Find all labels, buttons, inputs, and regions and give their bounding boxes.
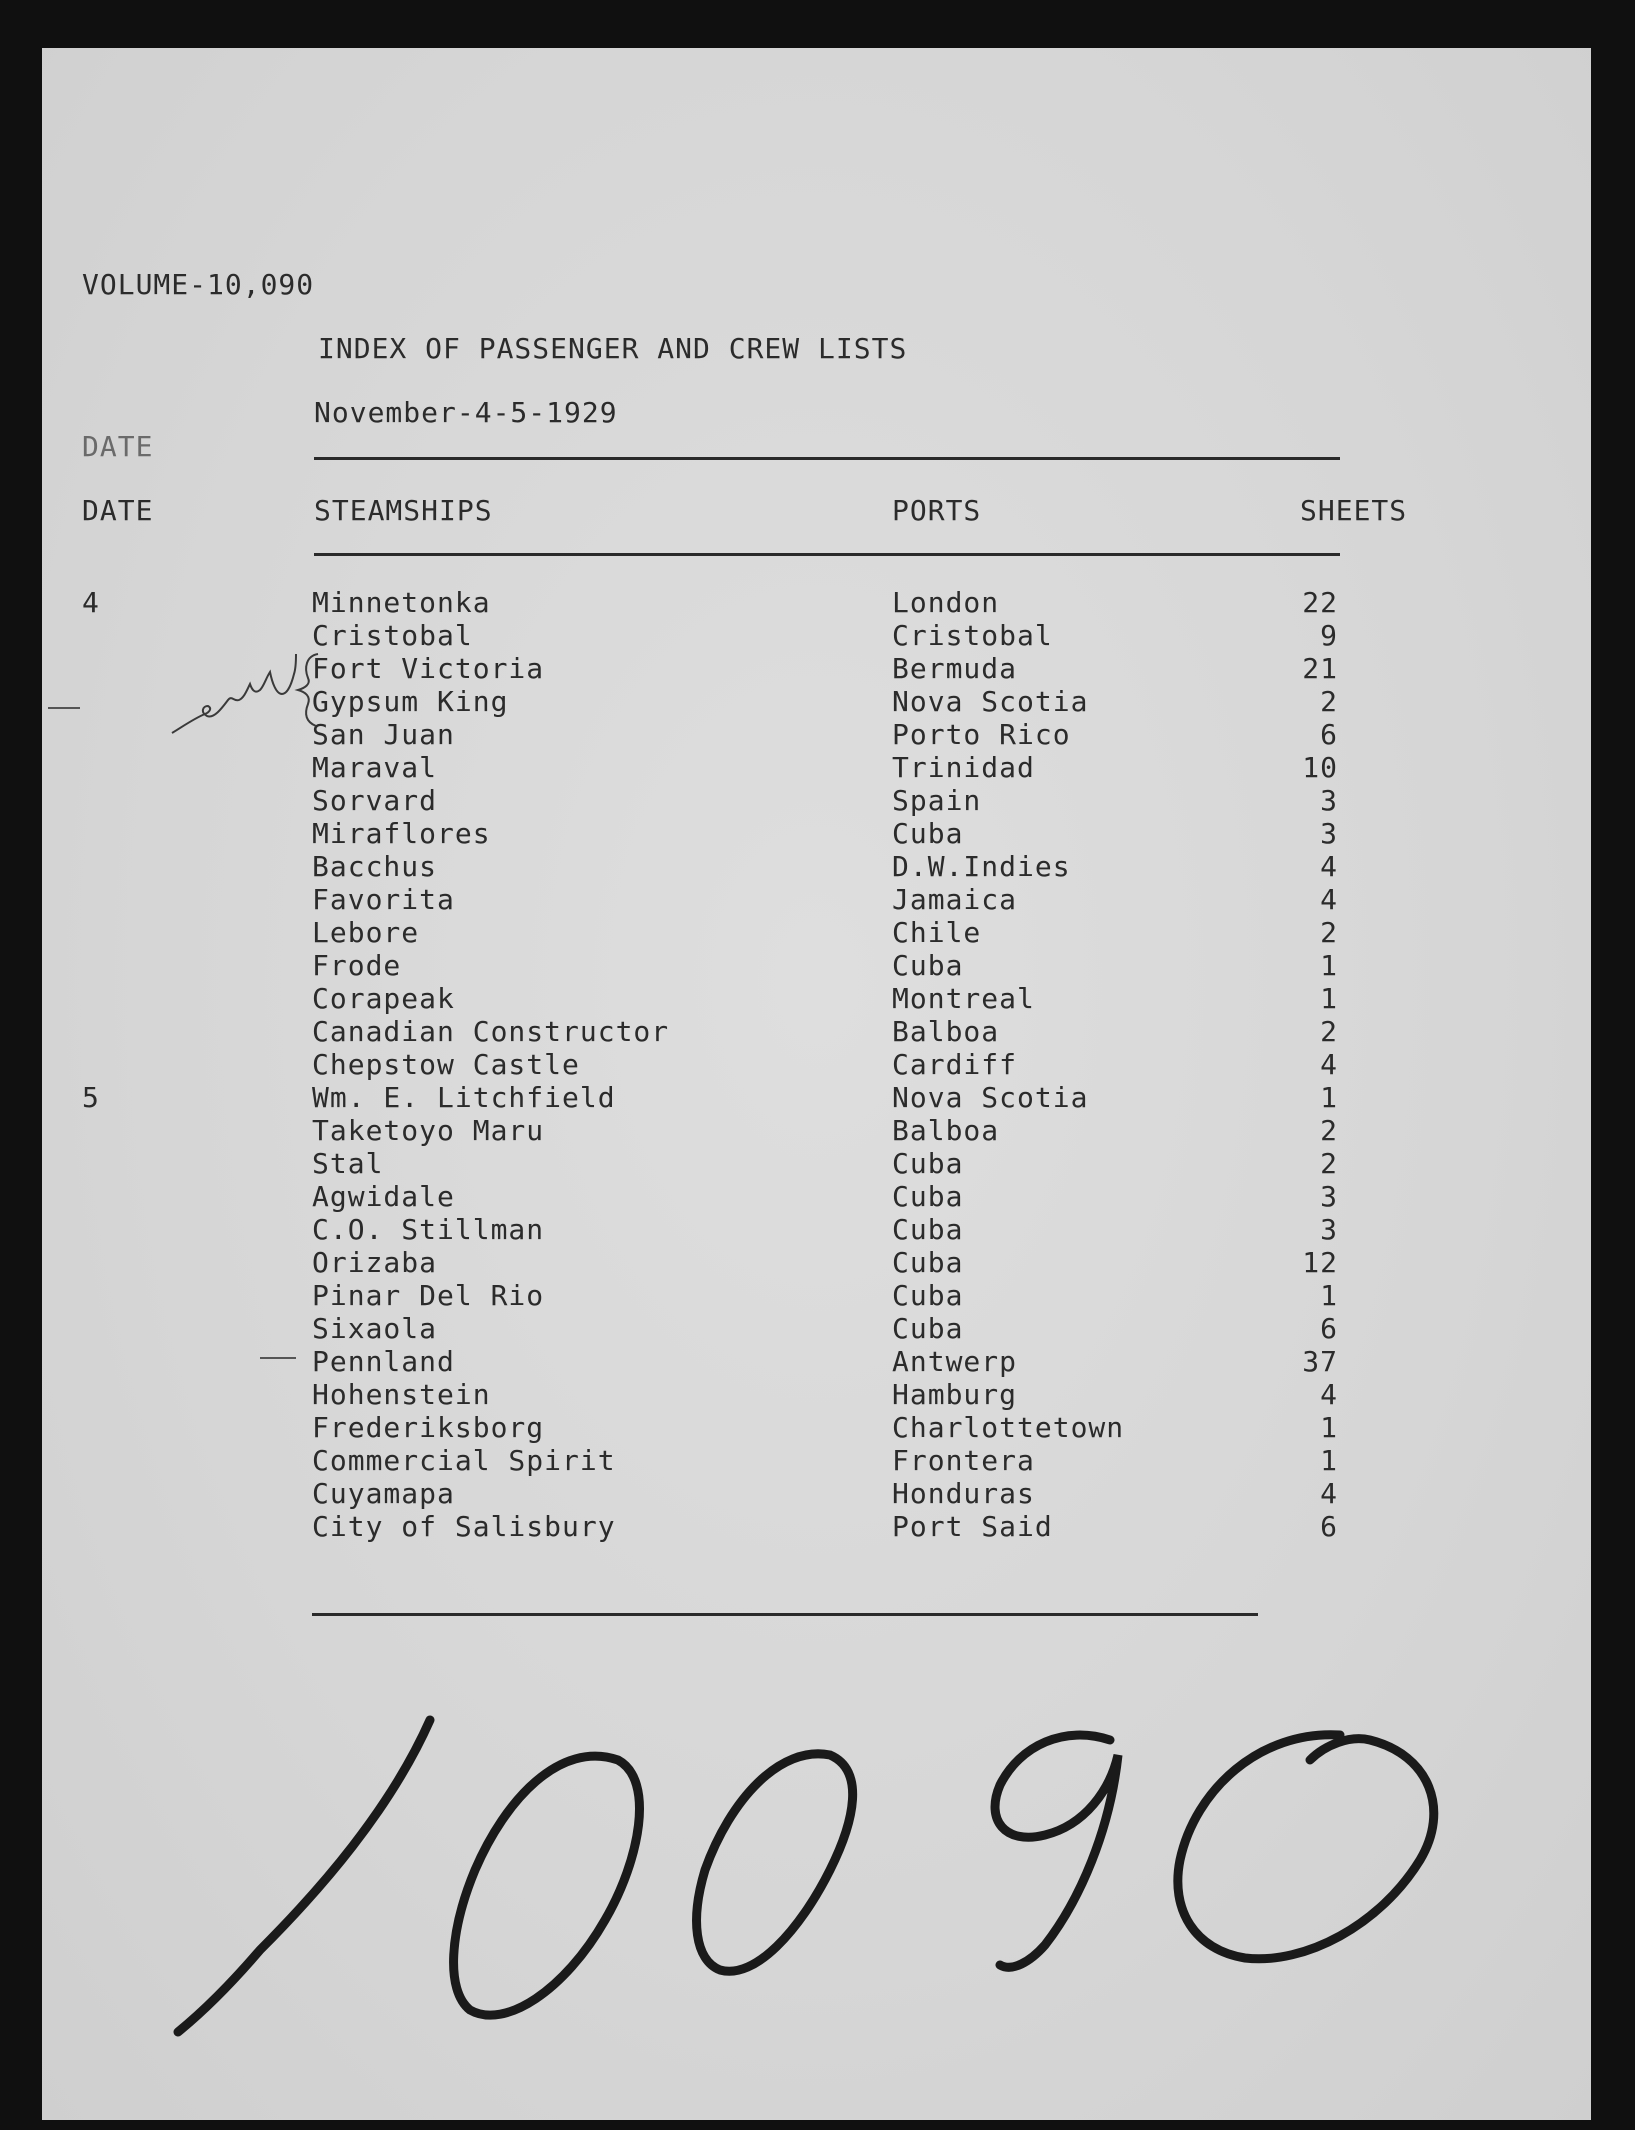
row-port: Honduras bbox=[892, 1477, 1035, 1510]
row-sheets: 2 bbox=[1320, 1114, 1338, 1147]
row-sheets: 4 bbox=[1320, 1048, 1338, 1081]
row-sheets: 3 bbox=[1320, 817, 1338, 850]
row-sheets: 9 bbox=[1320, 619, 1338, 652]
row-port: Spain bbox=[892, 784, 982, 817]
row-steamship: Cristobal bbox=[312, 619, 473, 652]
column-header-sheets: SHEETS bbox=[1300, 494, 1408, 527]
row-port: London bbox=[892, 586, 1000, 619]
row-steamship: Wm. E. Litchfield bbox=[312, 1081, 616, 1114]
row-steamship: Taketoyo Maru bbox=[312, 1114, 545, 1147]
row-port: Charlottetown bbox=[892, 1411, 1125, 1444]
row-sheets: 22 bbox=[1302, 586, 1338, 619]
row-port: Chile bbox=[892, 916, 982, 949]
row-port: Cardiff bbox=[892, 1048, 1018, 1081]
misfiled-note bbox=[172, 654, 318, 733]
row-port: Balboa bbox=[892, 1114, 1000, 1147]
row-steamship: Agwidale bbox=[312, 1180, 455, 1213]
row-steamship: Fort Victoria bbox=[312, 652, 545, 685]
row-steamship: Pinar Del Rio bbox=[312, 1279, 545, 1312]
scan-marks bbox=[48, 708, 296, 1358]
faint-date-label: DATE bbox=[82, 430, 154, 463]
row-steamship: Sixaola bbox=[312, 1312, 438, 1345]
row-sheets: 37 bbox=[1302, 1345, 1338, 1378]
row-port: Nova Scotia bbox=[892, 1081, 1089, 1114]
row-sheets: 2 bbox=[1320, 1015, 1338, 1048]
row-sheets: 6 bbox=[1320, 1312, 1338, 1345]
row-port: Cuba bbox=[892, 1180, 964, 1213]
row-port: D.W.Indies bbox=[892, 850, 1071, 883]
row-steamship: Frederiksborg bbox=[312, 1411, 545, 1444]
row-steamship: Minnetonka bbox=[312, 586, 491, 619]
row-sheets: 10 bbox=[1302, 751, 1338, 784]
row-steamship: Sorvard bbox=[312, 784, 438, 817]
row-sheets: 3 bbox=[1320, 1180, 1338, 1213]
row-sheets: 1 bbox=[1320, 949, 1338, 982]
handwritten-number-10090 bbox=[178, 1720, 1434, 2032]
row-steamship: Pennland bbox=[312, 1345, 455, 1378]
row-port: Montreal bbox=[892, 982, 1035, 1015]
row-port: Port Said bbox=[892, 1510, 1053, 1543]
row-steamship: Commercial Spirit bbox=[312, 1444, 616, 1477]
row-sheets: 4 bbox=[1320, 883, 1338, 916]
row-port: Hamburg bbox=[892, 1378, 1018, 1411]
column-header-ports: PORTS bbox=[892, 494, 982, 527]
row-sheets: 1 bbox=[1320, 1444, 1338, 1477]
row-sheets: 3 bbox=[1320, 1213, 1338, 1246]
row-port: Porto Rico bbox=[892, 718, 1071, 751]
row-steamship: Corapeak bbox=[312, 982, 455, 1015]
volume-number: VOLUME-10,090 bbox=[82, 268, 315, 301]
row-sheets: 2 bbox=[1320, 685, 1338, 718]
row-date: 4 bbox=[82, 586, 100, 619]
row-sheets: 6 bbox=[1320, 1510, 1338, 1543]
column-header-steamships: STEAMSHIPS bbox=[314, 494, 493, 527]
row-sheets: 1 bbox=[1320, 982, 1338, 1015]
row-sheets: 3 bbox=[1320, 784, 1338, 817]
row-port: Cuba bbox=[892, 949, 964, 982]
row-sheets: 1 bbox=[1320, 1411, 1338, 1444]
row-port: Jamaica bbox=[892, 883, 1018, 916]
row-steamship: Miraflores bbox=[312, 817, 491, 850]
row-port: Cuba bbox=[892, 1147, 964, 1180]
row-port: Frontera bbox=[892, 1444, 1035, 1477]
row-port: Antwerp bbox=[892, 1345, 1018, 1378]
row-port: Cuba bbox=[892, 817, 964, 850]
row-sheets: 4 bbox=[1320, 1378, 1338, 1411]
row-port: Balboa bbox=[892, 1015, 1000, 1048]
row-steamship: Stal bbox=[312, 1147, 384, 1180]
row-steamship: Hohenstein bbox=[312, 1378, 491, 1411]
row-date: 5 bbox=[82, 1081, 100, 1114]
row-port: Cuba bbox=[892, 1312, 964, 1345]
row-steamship: Chepstow Castle bbox=[312, 1048, 580, 1081]
row-steamship: C.O. Stillman bbox=[312, 1213, 545, 1246]
row-steamship: Orizaba bbox=[312, 1246, 438, 1279]
row-steamship: Canadian Constructor bbox=[312, 1015, 670, 1048]
row-sheets: 21 bbox=[1302, 652, 1338, 685]
row-steamship: City of Salisbury bbox=[312, 1510, 616, 1543]
document-title: INDEX OF PASSENGER AND CREW LISTS bbox=[318, 332, 908, 365]
row-sheets: 12 bbox=[1302, 1246, 1338, 1279]
row-port: Cuba bbox=[892, 1213, 964, 1246]
column-header-date: DATE bbox=[82, 494, 154, 527]
row-port: Cuba bbox=[892, 1279, 964, 1312]
row-sheets: 2 bbox=[1320, 916, 1338, 949]
row-steamship: Lebore bbox=[312, 916, 420, 949]
row-sheets: 1 bbox=[1320, 1081, 1338, 1114]
row-sheets: 6 bbox=[1320, 718, 1338, 751]
row-sheets: 1 bbox=[1320, 1279, 1338, 1312]
row-port: Nova Scotia bbox=[892, 685, 1089, 718]
row-steamship: San Juan bbox=[312, 718, 455, 751]
row-sheets: 4 bbox=[1320, 1477, 1338, 1510]
row-port: Cristobal bbox=[892, 619, 1053, 652]
row-port: Trinidad bbox=[892, 751, 1035, 784]
row-steamship: Cuyamapa bbox=[312, 1477, 455, 1510]
row-port: Bermuda bbox=[892, 652, 1018, 685]
row-steamship: Bacchus bbox=[312, 850, 438, 883]
row-sheets: 2 bbox=[1320, 1147, 1338, 1180]
date-range: November-4-5-1929 bbox=[314, 396, 618, 429]
row-steamship: Maraval bbox=[312, 751, 438, 784]
row-port: Cuba bbox=[892, 1246, 964, 1279]
row-steamship: Favorita bbox=[312, 883, 455, 916]
row-steamship: Gypsum King bbox=[312, 685, 509, 718]
row-sheets: 4 bbox=[1320, 850, 1338, 883]
row-steamship: Frode bbox=[312, 949, 402, 982]
